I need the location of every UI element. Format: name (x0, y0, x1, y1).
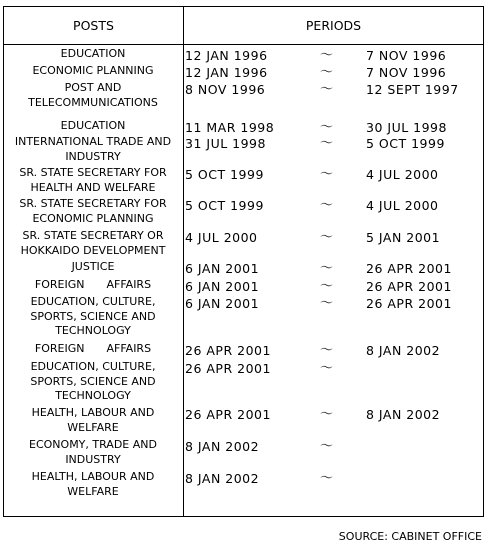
period-start: 6 JAN 2001 (185, 296, 260, 311)
period-separator: ～ (320, 65, 334, 80)
period-start: 26 APR 2001 (185, 343, 271, 358)
post-name: HEALTH, LABOUR AND WELFARE (31, 406, 155, 434)
source-note: SOURCE: CABINET OFFICE (338, 530, 482, 543)
post-name: ECONOMIC PLANNING (32, 64, 154, 77)
post-name: EDUCATION (60, 47, 126, 60)
period-start: 26 APR 2001 (185, 407, 271, 422)
post-name: INTERNATIONAL TRADE AND INDUSTRY (14, 135, 172, 163)
period-separator: ～ (320, 48, 334, 63)
period-end: 30 JUL 1998 (366, 120, 447, 135)
post-name: POST AND TELECOMMUNICATIONS (28, 81, 158, 109)
period-end: 7 NOV 1996 (366, 48, 447, 63)
period-end: 26 APR 2001 (366, 279, 452, 294)
period-end: 26 APR 2001 (366, 296, 452, 311)
post-name: ECONOMY, TRADE AND INDUSTRY (29, 438, 157, 466)
period-separator: ～ (320, 296, 334, 311)
period-start: 11 MAR 1998 (185, 120, 275, 135)
period-start: 8 NOV 1996 (185, 82, 266, 97)
period-start: 12 JAN 1996 (185, 48, 268, 63)
period-start: 8 JAN 2002 (185, 439, 260, 454)
period-end: 4 JUL 2000 (366, 198, 439, 213)
period-end: 8 JAN 2002 (366, 343, 441, 358)
period-start: 31 JUL 1998 (185, 136, 266, 151)
post-name: SR. STATE SECRETARY FOR ECONOMIC PLANNING (19, 197, 167, 225)
header-divider (4, 44, 483, 45)
period-separator: ～ (320, 471, 334, 486)
period-separator: ～ (320, 343, 334, 358)
post-name: EDUCATION, CULTURE, SPORTS, SCIENCE AND TECHNOLOGY (30, 360, 156, 402)
period-start: 6 JAN 2001 (185, 261, 260, 276)
period-separator: ～ (320, 261, 334, 276)
period-end: 8 JAN 2002 (366, 407, 441, 422)
posts-header: POSTS (73, 18, 114, 33)
post-name: FOREIGN AFFAIRS (34, 342, 152, 355)
post-name: SR. STATE SECRETARY OR HOKKAIDO DEVELOPMENT (20, 229, 166, 257)
column-divider (183, 7, 184, 516)
period-separator: ～ (320, 198, 334, 213)
period-start: 5 OCT 1999 (185, 198, 264, 213)
period-end: 7 NOV 1996 (366, 65, 447, 80)
period-start: 4 JUL 2000 (185, 230, 258, 245)
period-separator: ～ (320, 279, 334, 294)
periods-header: PERIODS (305, 18, 362, 33)
period-end: 26 APR 2001 (366, 261, 452, 276)
period-end: 5 JAN 2001 (366, 230, 441, 245)
period-end: 5 OCT 1999 (366, 136, 445, 151)
period-end: 4 JUL 2000 (366, 167, 439, 182)
period-start: 5 OCT 1999 (185, 167, 264, 182)
post-name: EDUCATION (60, 119, 126, 132)
period-end: 12 SEPT 1997 (366, 82, 459, 97)
period-separator: ～ (320, 361, 334, 376)
period-start: 8 JAN 2002 (185, 471, 260, 486)
period-separator: ～ (320, 120, 334, 135)
posts-table (3, 6, 484, 517)
post-name: HEALTH, LABOUR AND WELFARE (31, 470, 155, 498)
period-start: 12 JAN 1996 (185, 65, 268, 80)
period-separator: ～ (320, 407, 334, 422)
period-start: 6 JAN 2001 (185, 279, 260, 294)
period-separator: ～ (320, 439, 334, 454)
period-start: 26 APR 2001 (185, 361, 271, 376)
period-separator: ～ (320, 230, 334, 245)
period-separator: ～ (320, 82, 334, 97)
period-separator: ～ (320, 167, 334, 182)
post-name: EDUCATION, CULTURE, SPORTS, SCIENCE AND TECHNOLOGY (30, 295, 156, 337)
period-separator: ～ (320, 136, 334, 151)
post-name: SR. STATE SECRETARY FOR HEALTH AND WELFARE (19, 166, 167, 194)
post-name: JUSTICE (71, 260, 115, 273)
post-name: FOREIGN AFFAIRS (34, 278, 152, 291)
